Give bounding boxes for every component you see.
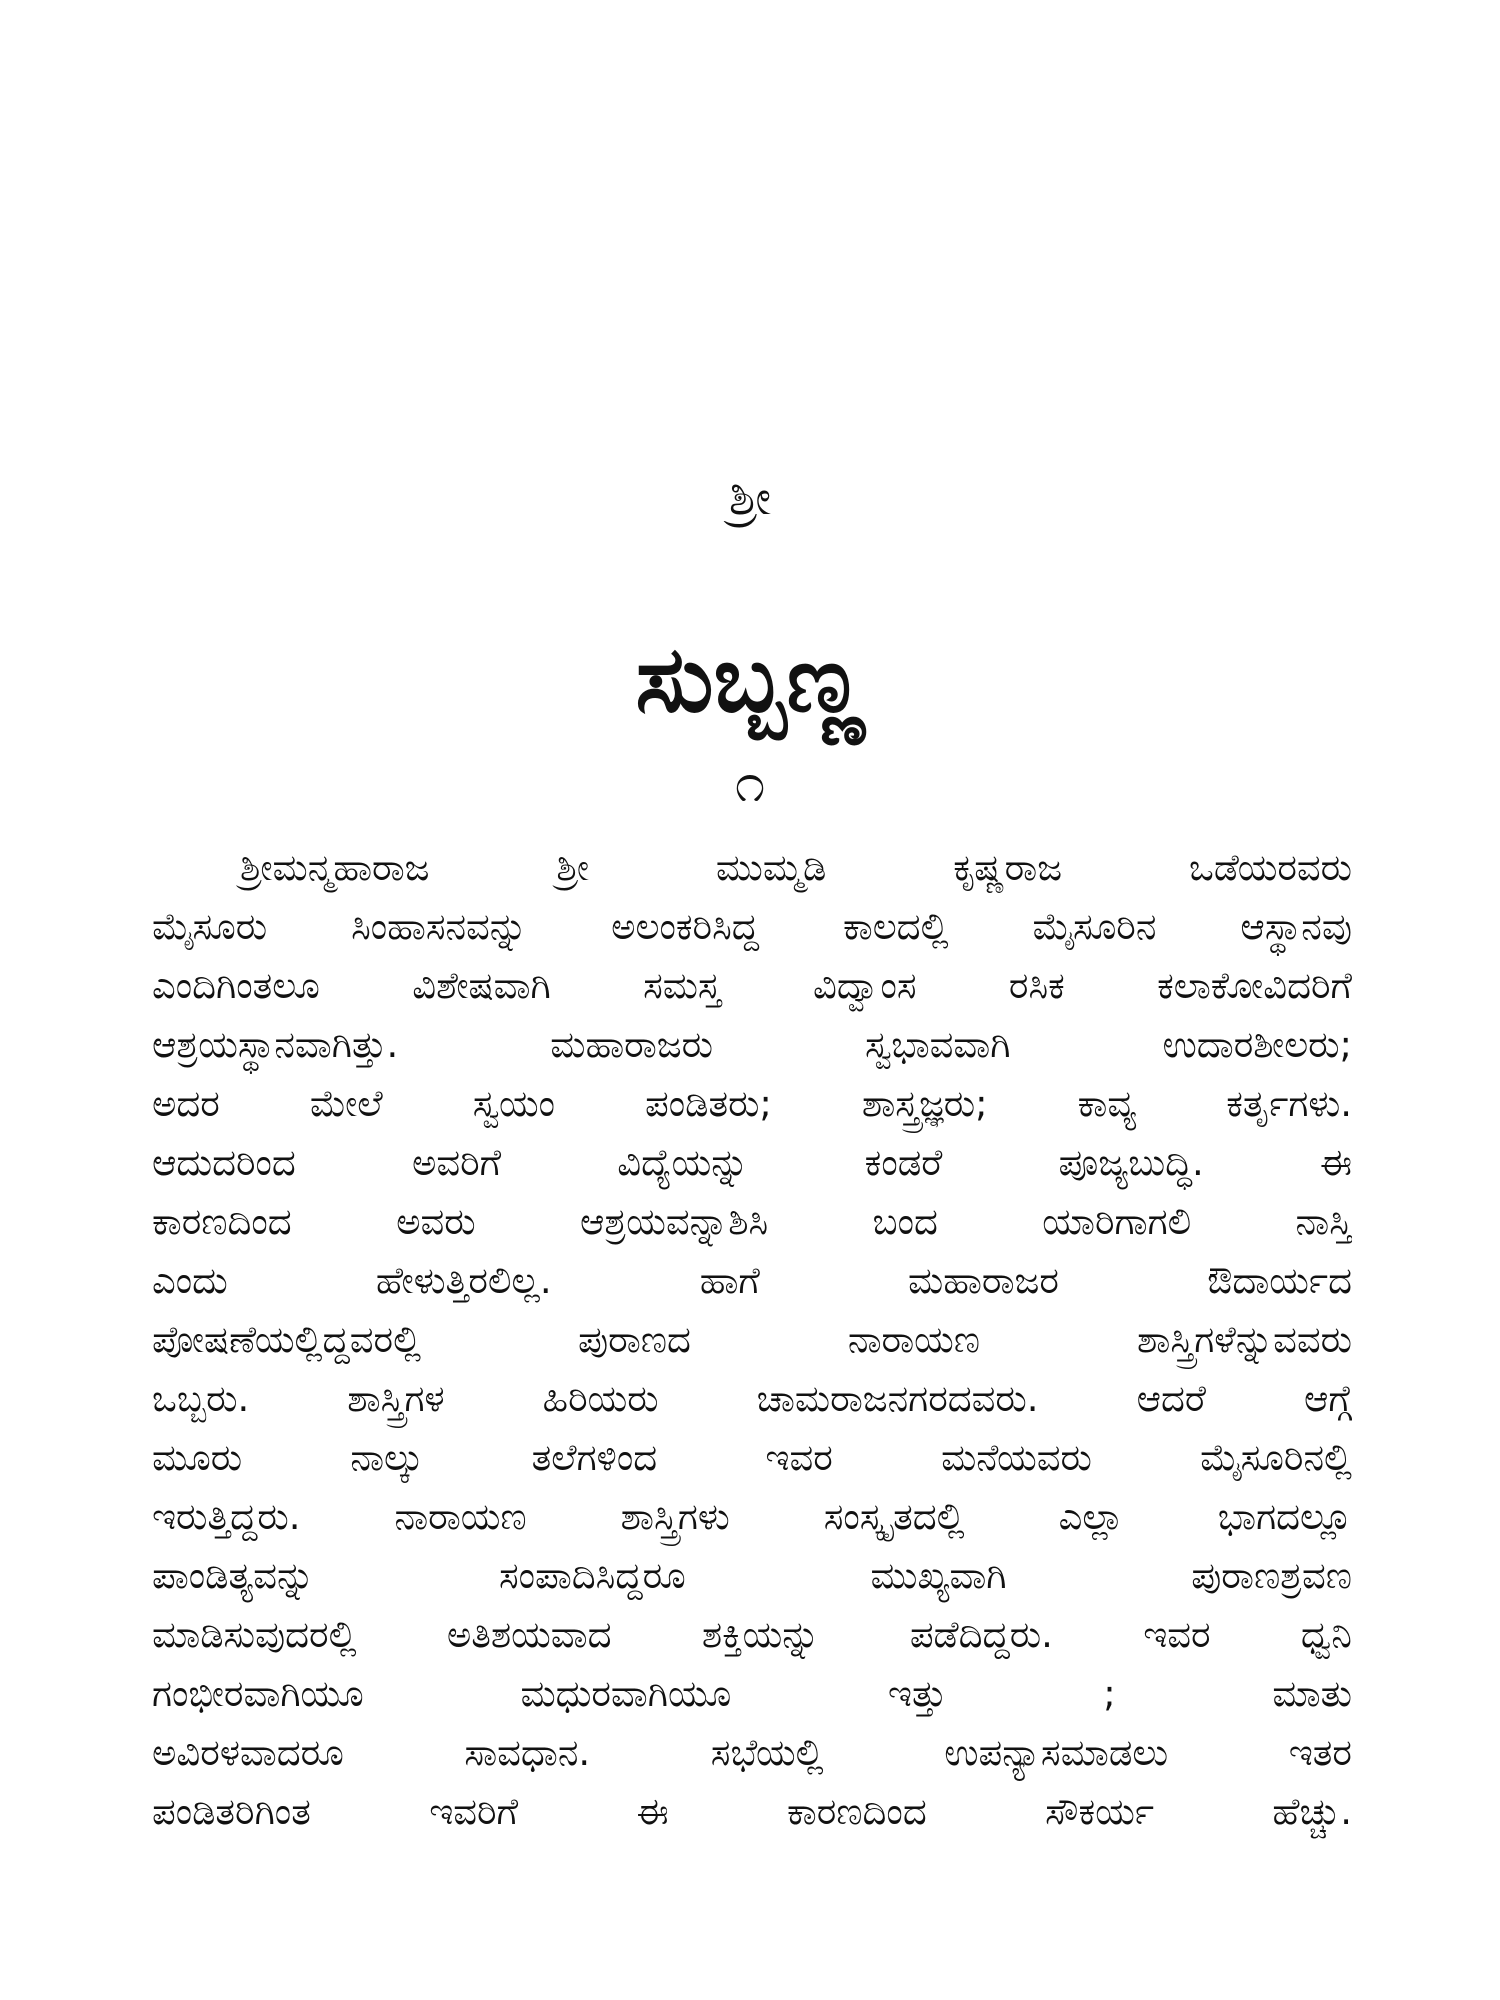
text-line: ಇರುತ್ತಿದ್ದರು. ನಾರಾಯಣ ಶಾಸ್ತ್ರಿಗಳು ಸಂಸ್ಕೃತದಲ್ಲಿ ಎಲ್ಲಾ ಭಾಗದಲ್ಲೂ bbox=[152, 1495, 1352, 1538]
text-line: ಎಂದಿಗಿಂತಲೂ ವಿಶೇಷವಾಗಿ ಸಮಸ್ತ ವಿದ್ವಾಂಸ ರಸಿಕ ಕಲಾಕೋವಿದರಿಗೆ bbox=[152, 964, 1352, 1007]
text-line: ಪಾಂಡಿತ್ಯವನ್ನು ಸಂಪಾದಿಸಿದ್ದರೂ ಮುಖ್ಯವಾಗಿ ಪುರಾಣಶ್ರವಣ bbox=[152, 1554, 1352, 1597]
text-line: ಪೋಷಣೆಯಲ್ಲಿದ್ದವರಲ್ಲಿ ಪುರಾಣದ ನಾರಾಯಣ ಶಾಸ್ತ್ರಿಗಳೆನ್ನುವವರು bbox=[152, 1318, 1352, 1361]
text-line: ಅದರ ಮೇಲೆ ಸ್ವಯಂ ಪಂಡಿತರು; ಶಾಸ್ತ್ರಜ್ಞರು; ಕಾವ್ಯ ಕರ್ತೃಗಳು. bbox=[152, 1082, 1352, 1125]
text-line: ಮಾಡಿಸುವುದರಲ್ಲಿ ಅತಿಶಯವಾದ ಶಕ್ತಿಯನ್ನು ಪಡೆದಿದ್ದರು. ಇವರ ಧ್ವನಿ bbox=[152, 1613, 1352, 1656]
page-title: ಸುಬ್ಬಣ್ಣ bbox=[635, 626, 865, 733]
text-line: ಒಬ್ಬರು. ಶಾಸ್ತ್ರಿಗಳ ಹಿರಿಯರು ಚಾಮರಾಜನಗರದವರು. ಆದರೆ ಆಗ್ಗೆ bbox=[152, 1377, 1352, 1420]
text-line: ಆದುದರಿಂದ ಅವರಿಗೆ ವಿದ್ಯೆಯನ್ನು ಕಂಡರೆ ಪೂಜ್ಯಬುದ್ಧಿ. ಈ bbox=[152, 1141, 1352, 1184]
text-line: ಅವಿರಳವಾದರೂ ಸಾವಧಾನ. ಸಭೆಯಲ್ಲಿ ಉಪನ್ಯಾಸಮಾಡಲು ಇತರ bbox=[152, 1731, 1352, 1774]
text-line: ಶ್ರೀಮನ್ಮಹಾರಾಜ ಶ್ರೀ ಮುಮ್ಮಡಿ ಕೃಷ್ಣರಾಜ ಒಡೆಯರವರು bbox=[240, 846, 1352, 889]
text-line: ಮೈಸೂರು ಸಿಂಹಾಸನವನ್ನು ಅಲಂಕರಿಸಿದ್ದ ಕಾಲದಲ್ಲಿ ಮೈಸೂರಿನ ಆಸ್ಥಾನವು bbox=[152, 905, 1352, 948]
chapter-number: ೧ bbox=[734, 751, 766, 814]
text-line: ಪಂಡಿತರಿಗಿಂತ ಇವರಿಗೆ ಈ ಕಾರಣದಿಂದ ಸೌಕರ್ಯ ಹೆಚ್ಚು. bbox=[152, 1790, 1352, 1833]
body-paragraph bbox=[152, 838, 1352, 1841]
text-line: ಆಶ್ರಯಸ್ಥಾನವಾಗಿತ್ತು. ಮಹಾರಾಜರು ಸ್ವಭಾವವಾಗಿ ಉದಾರಶೀಲರು; bbox=[152, 1023, 1352, 1066]
text-line: ಕಾರಣದಿಂದ ಅವರು ಆಶ್ರಯವನ್ನಾಶಿಸಿ ಬಂದ ಯಾರಿಗಾಗಲಿ ನಾಸ್ತಿ bbox=[152, 1200, 1352, 1243]
invocation-mark: ಶ್ರೀ bbox=[728, 470, 772, 526]
text-line: ಗಂಭೀರವಾಗಿಯೂ ಮಧುರವಾಗಿಯೂ ಇತ್ತು ; ಮಾತು bbox=[152, 1672, 1352, 1715]
text-line: ಮೂರು ನಾಲ್ಕು ತಲೆಗಳಿಂದ ಇವರ ಮನೆಯವರು ಮೈಸೂರಿನಲ್ಲಿ bbox=[152, 1436, 1352, 1479]
text-line: ಎಂದು ಹೇಳುತ್ತಿರಲಿಲ್ಲ. ಹಾಗೆ ಮಹಾರಾಜರ ಔದಾರ್ಯದ bbox=[152, 1259, 1352, 1302]
